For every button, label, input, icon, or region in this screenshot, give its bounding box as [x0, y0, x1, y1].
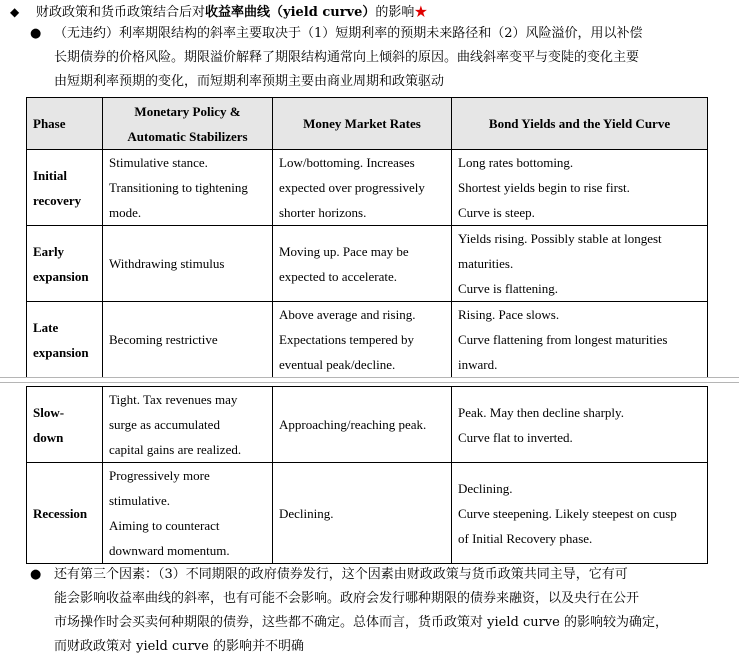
policy-cell: Stimulative stance. Transitioning to tightening mode. [103, 150, 273, 226]
section-heading [10, 2, 735, 23]
table-header-row [27, 98, 708, 150]
intro-line: 由短期利率预期的变化，而短期利率预期主要由商业周期和政策驱动 [54, 74, 445, 89]
third-factor-line: 能会影响收益率曲线的斜率，也有可能不会影响。政府会发行哪种期限的债券来融资，以及央行在公开 [54, 591, 640, 606]
intro-paragraph [30, 22, 736, 94]
third-factor-line: 还有第三个因素：（3）不同期限的政府债券发行，这个因素由财政政策与货币政策共同主导，它有可 [54, 567, 628, 582]
header-money-market-rates: Money Market Rates [273, 98, 452, 150]
bullet-dot-icon: ● [30, 567, 42, 582]
header-monetary-policy: Monetary Policy & Automatic Stabilizers [103, 98, 273, 150]
money-market-cell: Declining. [273, 463, 452, 564]
phase-cell: Early expansion [27, 226, 103, 302]
bond-yields-cell: Rising. Pace slows. Curve flattening from longest maturities inward. [452, 302, 708, 378]
header-phase: Phase [27, 98, 103, 150]
money-market-cell: Above average and rising. Expectations tempered by eventual peak/decline. [273, 302, 452, 378]
policy-cell: Tight. Tax revenues may surge as accumulated capital gains are realized. [103, 387, 273, 463]
phase-cell: Recession [27, 463, 103, 564]
bond-yields-cell: Long rates bottoming. Shortest yields begin to rise first. Curve is steep. [452, 150, 708, 226]
phase-cell: Slow- down [27, 387, 103, 463]
table-row [27, 150, 708, 226]
table-row [27, 226, 708, 302]
phase-cell: Initial recovery [27, 150, 103, 226]
table-row [27, 302, 708, 378]
money-market-cell: Approaching/reaching peak. [273, 387, 452, 463]
policy-cell: Withdrawing stimulus [103, 226, 273, 302]
phase-cell: Late expansion [27, 302, 103, 378]
bond-yields-cell: Yields rising. Possibly stable at longest maturities. Curve is flattening. [452, 226, 708, 302]
star-icon: ★ [414, 5, 428, 20]
third-factor-line: 而财政政策对 yield curve 的影响并不明确 [54, 639, 304, 654]
table-row [27, 387, 708, 463]
money-market-cell: Moving up. Pace may be expected to accelerate. [273, 226, 452, 302]
intro-line: 长期债券的价格风险。期限溢价解释了期限结构通常向上倾斜的原因。曲线斜率变平与变陡的变化主要 [54, 50, 640, 65]
heading-suffix: 的影响 [375, 5, 415, 20]
yield-curve-phase-table-continued [26, 386, 708, 564]
heading-bold-term: 收益率曲线（yield curve） [205, 5, 376, 20]
policy-cell: Progressively more stimulative. Aiming to counteract downward momentum. [103, 463, 273, 564]
third-factor-line: 市场操作时会买卖何种期限的债券，这些都不确定。总体而言，货币政策对 yield curve 的影响较为确定， [54, 615, 668, 630]
table-row [27, 463, 708, 564]
money-market-cell: Low/bottoming. Increases expected over progressively shorter horizons. [273, 150, 452, 226]
policy-cell: Becoming restrictive [103, 302, 273, 378]
bond-yields-cell: Peak. May then decline sharply. Curve flat to inverted. [452, 387, 708, 463]
third-factor-paragraph [30, 563, 736, 659]
heading-prefix: 财政政策和货币政策结合后对 [36, 5, 206, 20]
diamond-bullet-icon: ◆ [10, 5, 20, 19]
bond-yields-cell: Declining. Curve steepening. Likely steepest on cusp of Initial Recovery phase. [452, 463, 708, 564]
intro-line: （无违约）利率期限结构的斜率主要取决于（1）短期利率的预期未来路径和（2）风险溢价，用以补偿 [54, 26, 643, 41]
yield-curve-phase-table [26, 97, 708, 378]
page-break-divider [0, 377, 739, 383]
bullet-dot-icon: ● [30, 26, 42, 41]
header-bond-yields: Bond Yields and the Yield Curve [452, 98, 708, 150]
